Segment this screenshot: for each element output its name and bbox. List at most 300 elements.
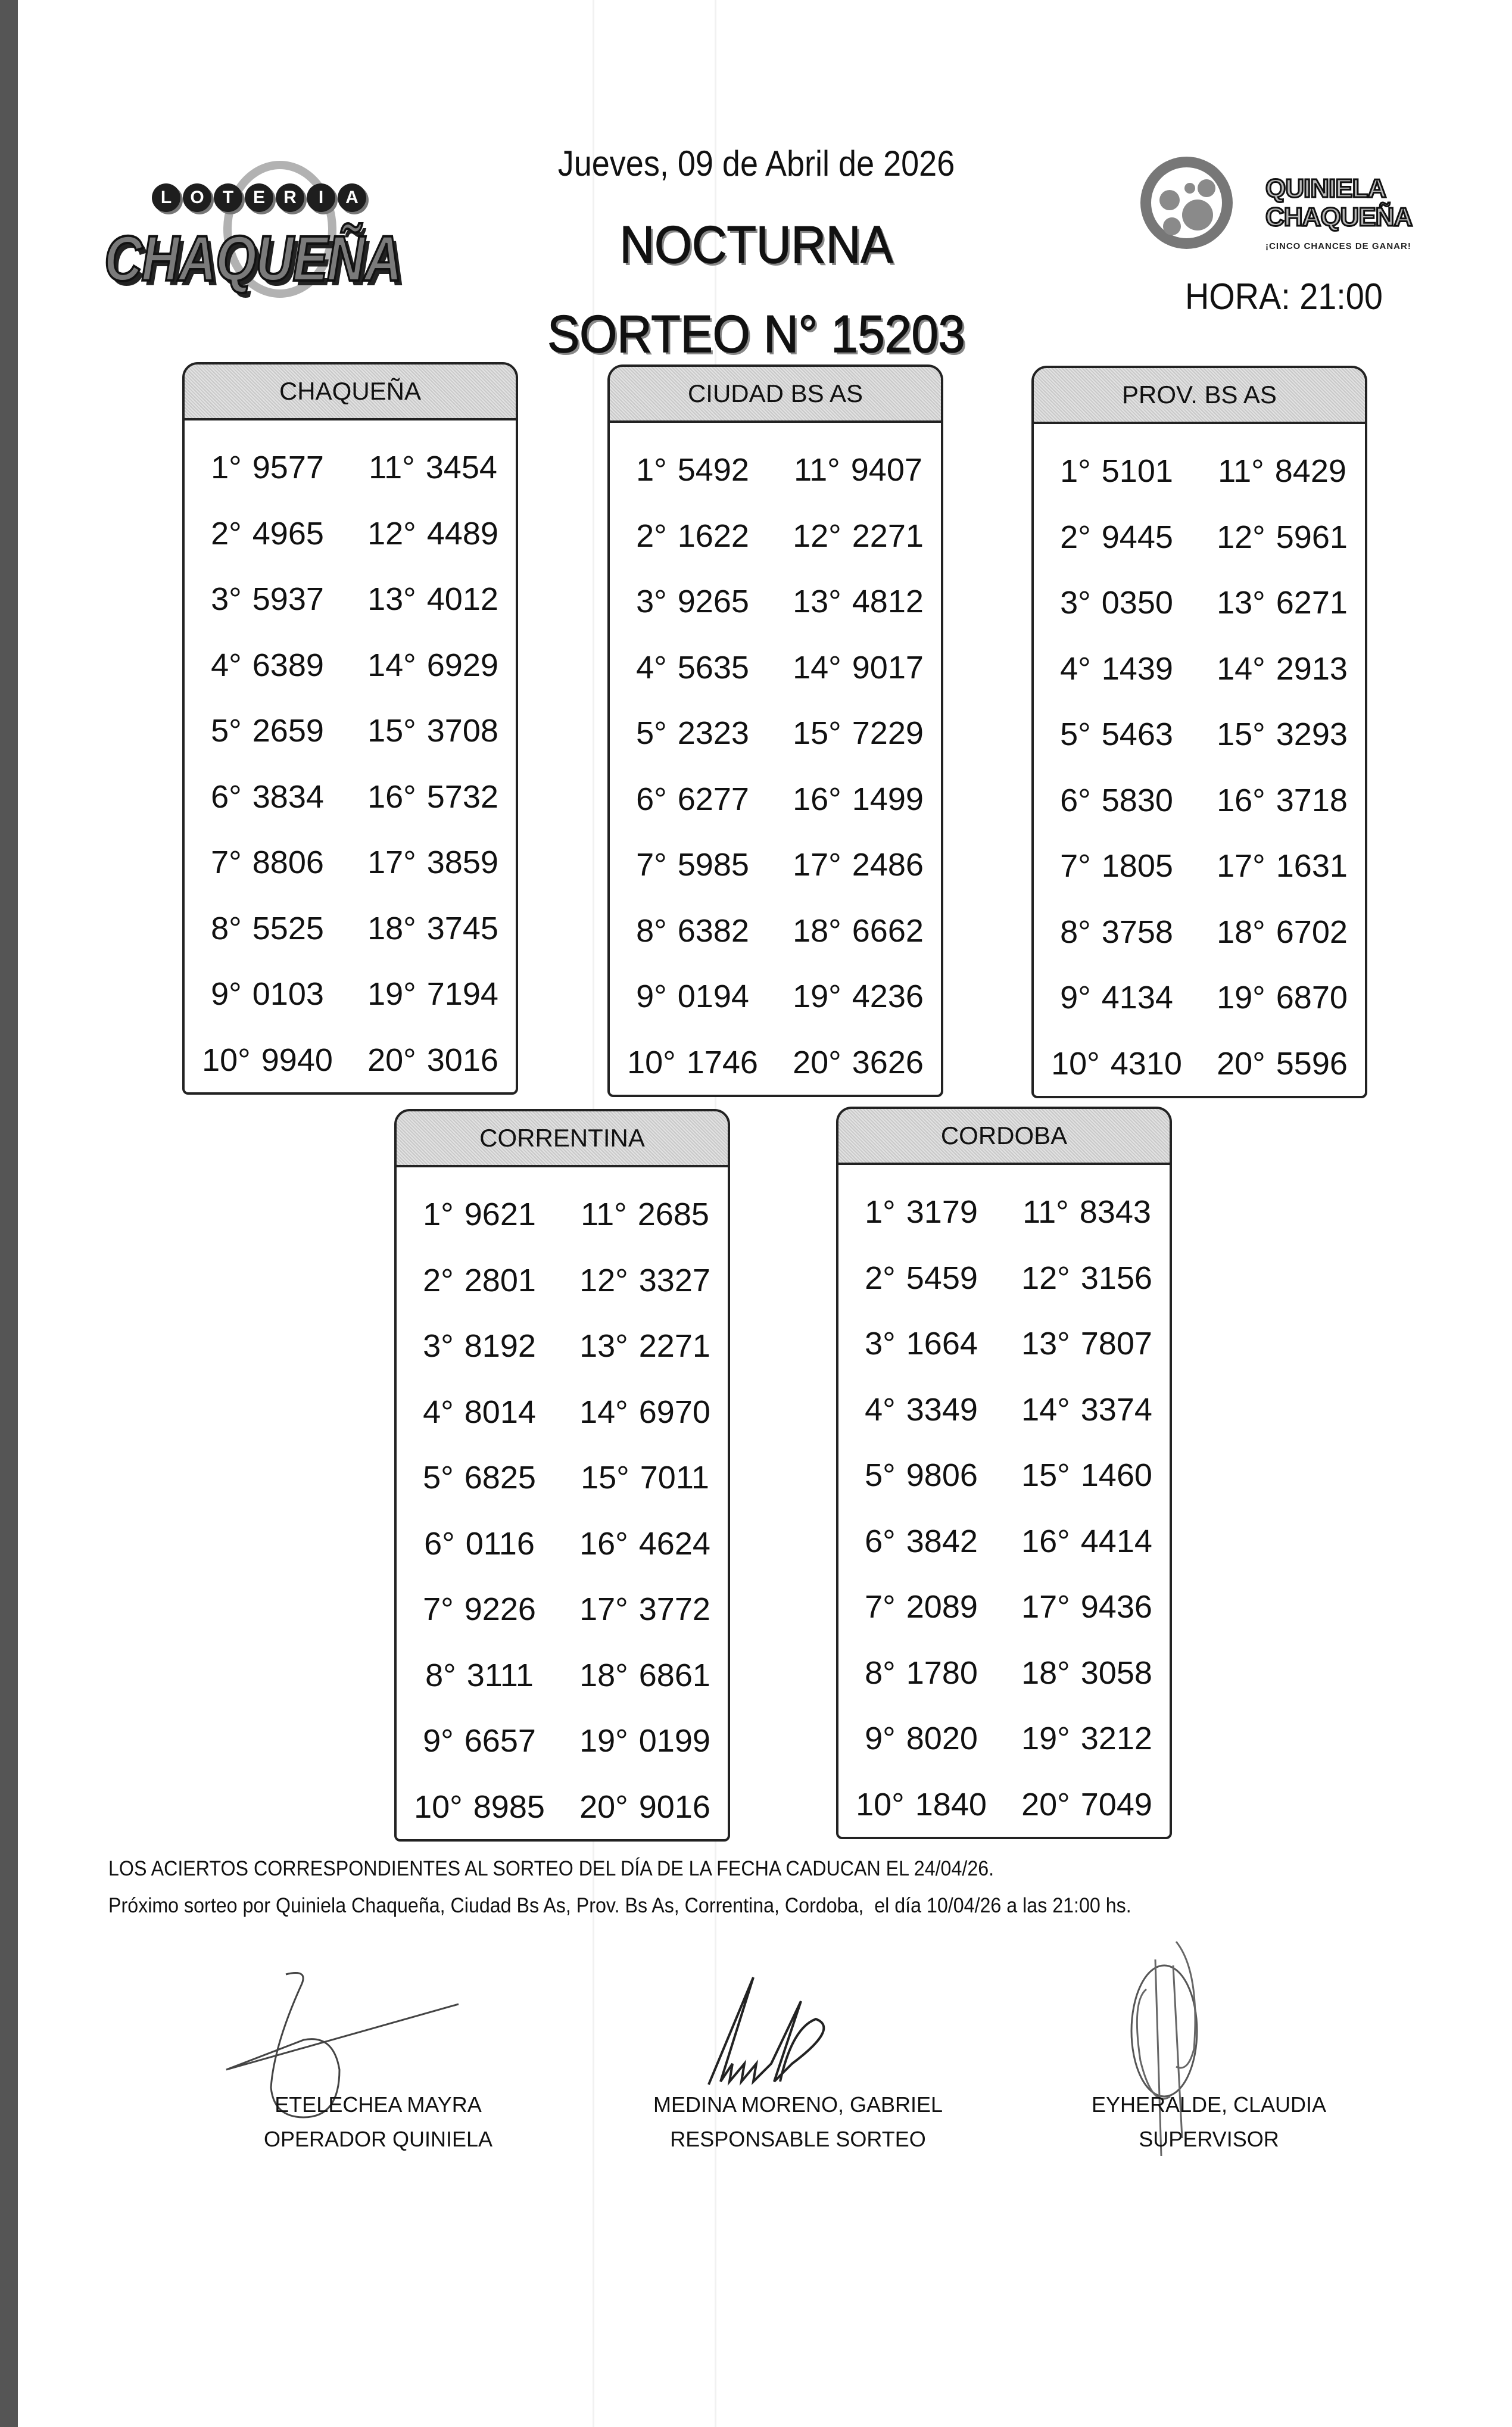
winning-number: 8429 xyxy=(1274,453,1346,490)
winning-number: 0199 xyxy=(638,1723,710,1759)
result-cell xyxy=(1199,848,1365,884)
prize-position: 19° xyxy=(1217,980,1265,1016)
winning-number: 8985 xyxy=(473,1789,545,1825)
board-rows xyxy=(185,420,516,1093)
winning-number: 5459 xyxy=(906,1260,978,1296)
prize-position: 20° xyxy=(367,1042,416,1078)
result-cell xyxy=(610,978,775,1015)
winning-number: 5937 xyxy=(252,581,324,618)
result-cell xyxy=(185,581,350,618)
result-row xyxy=(185,698,516,764)
winning-number: 5635 xyxy=(677,649,749,686)
prize-position: 8° xyxy=(425,1657,456,1693)
winning-number: 5985 xyxy=(677,847,749,883)
board-title: PROV. BS AS xyxy=(1034,368,1365,424)
prize-position: 1° xyxy=(636,452,667,488)
result-cell xyxy=(1199,584,1365,621)
result-cell xyxy=(838,1655,1004,1691)
winning-number: 4012 xyxy=(426,581,498,618)
result-cell xyxy=(775,649,941,686)
prize-position: 10° xyxy=(414,1789,463,1825)
winning-number: 6861 xyxy=(638,1657,710,1693)
winning-number: 2089 xyxy=(906,1589,978,1625)
result-row xyxy=(610,964,941,1030)
prize-position: 17° xyxy=(793,847,841,883)
logo-wordmark: CHAQUEÑA xyxy=(104,222,401,294)
prize-position: 13° xyxy=(793,584,841,620)
prize-position: 2° xyxy=(211,515,242,552)
result-row xyxy=(838,1443,1170,1509)
winning-number: 5596 xyxy=(1276,1045,1348,1082)
winning-number: 9577 xyxy=(252,450,324,486)
board-rows xyxy=(610,423,941,1095)
winning-number: 5525 xyxy=(252,910,324,946)
winning-number: 7229 xyxy=(852,715,924,752)
winning-number: 8192 xyxy=(464,1328,536,1364)
result-cell xyxy=(350,449,516,486)
winning-number: 4489 xyxy=(426,515,498,552)
winning-number: 1664 xyxy=(906,1326,978,1362)
winning-number: 2913 xyxy=(1276,650,1348,687)
winning-number: 8343 xyxy=(1079,1194,1151,1230)
winning-number: 9445 xyxy=(1101,519,1173,555)
result-cell xyxy=(1034,650,1199,687)
result-cell xyxy=(775,583,941,620)
winning-number: 9806 xyxy=(906,1457,978,1494)
result-cell xyxy=(1034,1045,1199,1082)
result-cell xyxy=(775,978,941,1015)
winning-number: 3772 xyxy=(638,1591,710,1628)
result-row xyxy=(838,1311,1170,1377)
board-title: CORDOBA xyxy=(838,1109,1170,1165)
logo-ball: R xyxy=(276,183,304,212)
result-row xyxy=(185,501,516,567)
prize-position: 4° xyxy=(865,1391,896,1428)
result-row xyxy=(610,635,941,701)
board-title: CIUDAD BS AS xyxy=(610,367,941,423)
result-cell xyxy=(610,715,775,752)
result-row xyxy=(397,1379,728,1445)
result-cell xyxy=(185,515,350,552)
result-cell xyxy=(610,912,775,949)
result-cell xyxy=(1034,453,1199,490)
result-cell xyxy=(1199,650,1365,687)
result-cell xyxy=(397,1328,562,1364)
winning-number: 1780 xyxy=(906,1655,978,1691)
winning-number: 4812 xyxy=(852,584,924,620)
prize-position: 2° xyxy=(865,1260,896,1296)
prize-position: 2° xyxy=(1060,519,1091,555)
signer-role: RESPONSABLE SORTEO xyxy=(670,2126,926,2151)
winning-number: 6662 xyxy=(852,912,924,949)
result-row xyxy=(1034,833,1365,899)
prize-position: 11° xyxy=(581,1197,627,1233)
prize-position: 11° xyxy=(794,452,840,488)
winning-number: 3016 xyxy=(426,1042,498,1078)
result-cell xyxy=(562,1394,728,1431)
result-cell xyxy=(838,1523,1004,1560)
prize-position: 6° xyxy=(211,778,242,815)
signature-block-responsible xyxy=(631,2088,965,2156)
result-row xyxy=(185,830,516,896)
result-cell xyxy=(350,515,516,552)
result-cell xyxy=(350,712,516,749)
winning-number: 2801 xyxy=(464,1262,536,1298)
result-cell xyxy=(185,778,350,815)
logo-tagline: ¡CINCO CHANCES DE GANAR! xyxy=(1265,241,1411,251)
result-row xyxy=(610,569,941,635)
logo-ball: I xyxy=(307,183,335,212)
winning-number: 6657 xyxy=(464,1723,536,1759)
prize-position: 20° xyxy=(793,1044,841,1080)
results-board-correntina xyxy=(394,1109,730,1842)
result-row xyxy=(185,961,516,1027)
winning-number: 6271 xyxy=(1276,585,1348,621)
winning-number: 1631 xyxy=(1276,848,1348,884)
result-cell xyxy=(185,712,350,749)
result-cell xyxy=(838,1391,1004,1428)
prize-position: 18° xyxy=(1217,914,1265,950)
prize-position: 9° xyxy=(211,976,242,1012)
winning-number: 3859 xyxy=(426,845,498,881)
prize-position: 16° xyxy=(579,1525,628,1562)
prize-position: 16° xyxy=(1021,1523,1070,1559)
result-cell xyxy=(1199,979,1365,1016)
draw-date: Jueves, 09 de Abril de 2026 xyxy=(557,144,955,183)
prize-position: 15° xyxy=(581,1460,629,1496)
expiry-notice: LOS ACIERTOS CORRESPONDIENTES AL SORTEO DEL DÍA DE LA FECHA CADUCAN EL 24/04/26. xyxy=(108,1857,995,1880)
signature-block-supervisor xyxy=(1072,2088,1346,2156)
board-rows xyxy=(397,1167,728,1840)
prize-position: 7° xyxy=(636,847,667,883)
winning-number: 4965 xyxy=(252,515,324,552)
result-cell xyxy=(350,910,516,947)
signature-block-operator xyxy=(244,2088,512,2156)
result-cell xyxy=(1034,914,1199,951)
logo-ball: T xyxy=(214,183,242,212)
winning-number: 7807 xyxy=(1080,1326,1152,1362)
prize-position: 16° xyxy=(1217,782,1265,818)
winning-number: 0103 xyxy=(252,976,324,1012)
result-row xyxy=(610,437,941,503)
prize-position: 11° xyxy=(1218,453,1264,490)
prize-position: 15° xyxy=(367,713,416,749)
winning-number: 9436 xyxy=(1080,1589,1152,1625)
result-row xyxy=(185,566,516,633)
winning-number: 3745 xyxy=(426,910,498,946)
prize-position: 3° xyxy=(865,1326,896,1362)
prize-position: 4° xyxy=(1060,650,1091,687)
winning-number: 6825 xyxy=(464,1460,536,1496)
result-row xyxy=(838,1179,1170,1245)
prize-position: 15° xyxy=(793,715,841,752)
winning-number: 0194 xyxy=(677,979,749,1015)
result-cell xyxy=(350,976,516,1012)
result-cell xyxy=(562,1525,728,1562)
winning-number: 3718 xyxy=(1276,782,1348,818)
logo-line-2: CHAQUEÑA xyxy=(1265,202,1413,232)
result-cell xyxy=(185,844,350,881)
signer-role: OPERADOR QUINIELA xyxy=(263,2126,493,2151)
prize-position: 19° xyxy=(1021,1721,1070,1757)
logo-ball: E xyxy=(245,183,273,212)
result-row xyxy=(838,1377,1170,1443)
prize-position: 17° xyxy=(1021,1589,1070,1625)
prize-position: 8° xyxy=(636,912,667,949)
prize-position: 8° xyxy=(865,1655,896,1691)
result-cell xyxy=(1004,1720,1170,1757)
winning-number: 3626 xyxy=(852,1044,924,1080)
result-row xyxy=(610,898,941,964)
prize-position: 12° xyxy=(1217,519,1265,555)
result-cell xyxy=(1004,1391,1170,1428)
result-row xyxy=(185,1027,516,1093)
prize-position: 13° xyxy=(579,1328,628,1364)
result-row xyxy=(610,700,941,767)
result-cell xyxy=(838,1194,1004,1230)
winning-number: 1460 xyxy=(1080,1457,1152,1494)
winning-number: 8014 xyxy=(464,1394,536,1430)
prize-position: 20° xyxy=(1217,1045,1265,1082)
prize-position: 6° xyxy=(1060,782,1091,818)
result-cell xyxy=(838,1588,1004,1625)
winning-number: 6702 xyxy=(1276,914,1348,950)
result-row xyxy=(838,1640,1170,1706)
result-cell xyxy=(185,449,350,486)
prize-position: 18° xyxy=(579,1657,628,1693)
result-cell xyxy=(610,781,775,818)
board-title: CHAQUEÑA xyxy=(185,364,516,420)
prize-position: 5° xyxy=(636,715,667,752)
result-row xyxy=(397,1774,728,1840)
result-row xyxy=(1034,570,1365,636)
winning-number: 7011 xyxy=(640,1460,709,1496)
logo-ball: L xyxy=(152,183,180,212)
winning-number: 3156 xyxy=(1080,1260,1152,1296)
result-row xyxy=(610,767,941,833)
result-cell xyxy=(562,1328,728,1364)
prize-position: 14° xyxy=(1021,1391,1070,1428)
prize-position: 12° xyxy=(793,518,841,554)
result-row xyxy=(610,503,941,569)
winning-number: 1622 xyxy=(677,518,749,554)
result-cell xyxy=(397,1459,562,1496)
prize-position: 7° xyxy=(211,845,242,881)
result-row xyxy=(397,1182,728,1248)
result-row xyxy=(1034,636,1365,702)
prize-position: 11° xyxy=(1022,1194,1069,1230)
winning-number: 5463 xyxy=(1101,716,1173,753)
result-cell xyxy=(775,912,941,949)
result-cell xyxy=(397,1722,562,1759)
result-row xyxy=(185,633,516,699)
result-cell xyxy=(562,1722,728,1759)
winning-number: 0116 xyxy=(465,1525,535,1562)
prize-position: 12° xyxy=(1021,1260,1070,1296)
result-cell xyxy=(397,1591,562,1628)
winning-number: 4134 xyxy=(1101,980,1173,1016)
prize-position: 9° xyxy=(1060,980,1091,1016)
prize-position: 6° xyxy=(636,781,667,817)
prize-position: 16° xyxy=(793,781,841,817)
prize-position: 14° xyxy=(793,649,841,686)
result-cell xyxy=(1199,914,1365,951)
prize-position: 6° xyxy=(424,1525,455,1562)
prize-position: 2° xyxy=(636,518,667,554)
result-cell xyxy=(1034,519,1199,556)
result-cell xyxy=(562,1591,728,1628)
result-cell xyxy=(775,715,941,752)
result-cell xyxy=(562,1196,728,1233)
result-cell xyxy=(1199,519,1365,556)
winning-number: 5830 xyxy=(1101,782,1173,818)
result-cell xyxy=(1034,716,1199,753)
prize-position: 9° xyxy=(865,1721,896,1757)
prize-position: 13° xyxy=(367,581,416,618)
prize-position: 13° xyxy=(1021,1326,1070,1362)
result-row xyxy=(397,1511,728,1577)
result-row xyxy=(838,1245,1170,1311)
prize-position: 7° xyxy=(1060,848,1091,884)
winning-number: 3454 xyxy=(425,450,497,486)
winning-number: 0350 xyxy=(1101,585,1173,621)
result-cell xyxy=(610,583,775,620)
draw-header xyxy=(494,140,1018,363)
winning-number: 3758 xyxy=(1101,914,1173,950)
winning-number: 9017 xyxy=(852,649,924,686)
result-cell xyxy=(185,976,350,1012)
result-row xyxy=(185,764,516,830)
prize-position: 7° xyxy=(865,1589,896,1625)
result-cell xyxy=(610,451,775,488)
result-cell xyxy=(775,1044,941,1081)
prize-position: 11° xyxy=(369,450,415,486)
prize-position: 8° xyxy=(1060,914,1091,950)
prize-position: 19° xyxy=(793,979,841,1015)
result-cell xyxy=(350,844,516,881)
result-cell xyxy=(610,518,775,554)
result-cell xyxy=(185,647,350,684)
result-cell xyxy=(350,647,516,684)
result-row xyxy=(397,1248,728,1314)
result-row xyxy=(185,896,516,962)
winning-number: 6870 xyxy=(1276,980,1348,1016)
prize-position: 17° xyxy=(579,1591,628,1628)
result-cell xyxy=(562,1789,728,1825)
result-row xyxy=(1034,702,1365,768)
winning-number: 5101 xyxy=(1101,453,1173,490)
winning-number: 3212 xyxy=(1080,1721,1152,1757)
winning-number: 6389 xyxy=(252,647,324,683)
result-row xyxy=(1034,965,1365,1031)
result-cell xyxy=(397,1657,562,1694)
result-row xyxy=(1034,1031,1365,1097)
winning-number: 2685 xyxy=(637,1197,709,1233)
balls-circle-icon xyxy=(1140,157,1233,249)
winning-number: 3111 xyxy=(466,1657,534,1693)
board-rows xyxy=(838,1165,1170,1837)
logo-ball: A xyxy=(338,183,366,212)
prize-position: 5° xyxy=(865,1457,896,1494)
winning-number: 7049 xyxy=(1080,1786,1152,1822)
logo-balls xyxy=(152,183,366,212)
result-cell xyxy=(775,846,941,883)
winning-number: 4236 xyxy=(852,979,924,1015)
next-draw-notice: Próximo sorteo por Quiniela Chaqueña, Ciudad Bs As, Prov. Bs As, Correntina, Cordoba, el día 10/04/26 a las 21:00 hs. xyxy=(108,1894,1131,1917)
prize-position: 4° xyxy=(423,1394,454,1430)
board-title: CORRENTINA xyxy=(397,1111,728,1167)
result-cell xyxy=(1034,584,1199,621)
winning-number: 2271 xyxy=(638,1328,710,1364)
prize-position: 3° xyxy=(1060,585,1091,621)
prize-position: 2° xyxy=(423,1262,454,1298)
prize-position: 20° xyxy=(579,1789,628,1825)
prize-position: 1° xyxy=(1060,453,1091,490)
result-row xyxy=(397,1577,728,1643)
result-row xyxy=(610,1030,941,1096)
result-cell xyxy=(775,781,941,818)
prize-position: 5° xyxy=(211,713,242,749)
draw-time: HORA: 21:00 xyxy=(1185,276,1383,317)
result-cell xyxy=(1199,1045,1365,1082)
result-cell xyxy=(562,1459,728,1496)
prize-position: 17° xyxy=(1217,848,1265,884)
winning-number: 1746 xyxy=(686,1044,758,1080)
winning-number: 4310 xyxy=(1110,1045,1182,1082)
result-cell xyxy=(1004,1655,1170,1691)
result-cell xyxy=(1199,782,1365,819)
prize-position: 15° xyxy=(1021,1457,1070,1494)
logo-ball: O xyxy=(183,183,211,212)
draw-shift: NOCTURNA xyxy=(619,215,893,274)
winning-number: 8806 xyxy=(252,845,324,881)
loteria-chaquena-logo xyxy=(98,161,408,298)
prize-position: 10° xyxy=(202,1042,251,1078)
winning-number: 9621 xyxy=(464,1197,536,1233)
result-row xyxy=(397,1313,728,1379)
winning-number: 3058 xyxy=(1080,1655,1152,1691)
prize-position: 18° xyxy=(793,912,841,949)
result-cell xyxy=(838,1457,1004,1494)
result-row xyxy=(838,1706,1170,1772)
result-cell xyxy=(838,1720,1004,1757)
prize-position: 1° xyxy=(865,1194,896,1230)
signer-name: EYHERALDE, CLAUDIA xyxy=(1091,2092,1327,2117)
winning-number: 6382 xyxy=(677,912,749,949)
results-board-chaquena xyxy=(182,362,518,1095)
result-cell xyxy=(562,1262,728,1299)
result-cell xyxy=(1034,979,1199,1016)
result-cell xyxy=(838,1260,1004,1297)
winning-number: 9226 xyxy=(464,1591,536,1628)
result-cell xyxy=(1004,1786,1170,1823)
result-cell xyxy=(1004,1457,1170,1494)
winning-number: 3374 xyxy=(1080,1391,1152,1428)
result-cell xyxy=(1034,782,1199,819)
results-board-ciudad-bs-as xyxy=(607,364,943,1097)
results-board-cordoba xyxy=(836,1107,1172,1839)
prize-position: 20° xyxy=(1021,1786,1070,1822)
prize-position: 3° xyxy=(211,581,242,618)
prize-position: 9° xyxy=(423,1723,454,1759)
prize-position: 17° xyxy=(367,845,416,881)
prize-position: 10° xyxy=(1051,1045,1100,1082)
winning-number: 4414 xyxy=(1080,1523,1152,1559)
result-cell xyxy=(350,581,516,618)
result-row xyxy=(1034,768,1365,834)
winning-number: 2271 xyxy=(852,518,924,554)
result-cell xyxy=(838,1786,1004,1823)
